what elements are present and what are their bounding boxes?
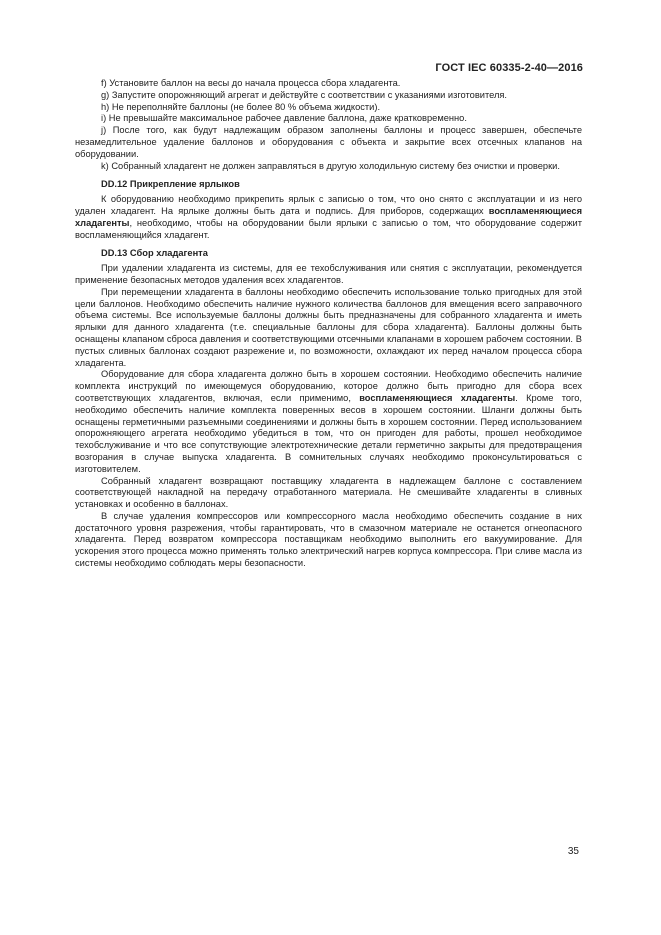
dd13-paragraph-5: В случае удаления компрессоров или компрессорного масла необходимо обеспечить создание в них достаточного уровня разрежения, чтобы гарантировать, что в смазочном материале не останется огнеопасного хладагента. Перед возвратом компрессора поставщикам необходимо выполнить его вакуумирование. Для ускорения этого процесса можно применять только электрический нагрев корпуса компрессора. При сливе масла из системы необходимо соблюдать меры безопасности.: [75, 510, 582, 569]
dd13-paragraph-3: [75, 369, 582, 475]
dd12-term-flammable-refrigerants: воспламеняющиеся хладагенты: [75, 205, 582, 228]
dd13-term-flammable-refrigerants: воспламеняющиеся хладагенты: [359, 392, 516, 403]
section-heading-dd13: DD.13 Сбор хладагента: [101, 248, 208, 259]
dd12-text-a: К оборудованию необходимо прикрепить ярлык с записью о том, что оно снято с эксплуатации и из него удален хладагент. На ярлыке должны быть дата и подпись. Для приборов, содержащих: [75, 194, 582, 216]
list-item-f: f) Установите баллон на весы до начала процесса сбора хладагента.: [101, 78, 401, 88]
dd13-paragraph-2: При перемещении хладагента в баллоны необходимо обеспечить использование только пригодных для этой цели баллонов. Необходимо обеспечить наличие нужного количества баллонов для вмещения всего заправочного объема системы. Все используемые баллоны должны быть предназначены для собранного хладагента и иметь ярлыки для данного хладагента (т.е. специальные баллоны для сбора хладагента). Баллоны должны быть оснащены клапаном сброса давления и соответствующими отсечными клапанами в хорошем рабочем состоянии. В пустых сливных баллонах создают разрежение и, по возможности, охлаждают их перед началом процесса сбора хладагента.: [75, 286, 582, 368]
list-item-i: i) Не превышайте максимальное рабочее давление баллона, даже кратковременно.: [101, 113, 467, 124]
list-item-k: k) Собранный хладагент не должен заправляться в другую холодильную систему без очистки и проверки.: [101, 160, 560, 171]
page-content: [75, 78, 582, 570]
section-heading-dd12: DD.12 Прикрепление ярлыков: [101, 179, 240, 190]
dd13-paragraph-1: При удалении хладагента из системы, для ее техобслуживания или снятия с эксплуатации, рекомендуется применение безопасных методов удаления всех хладагентов.: [75, 263, 582, 285]
list-item-g: g) Запустите опорожняющий агрегат и действуйте с соответствии с указаниями изготовителя.: [101, 89, 508, 100]
standard-header: ГОСТ IEC 60335-2-40—2016: [435, 62, 583, 74]
page-number: 35: [567, 846, 579, 857]
list-item-j: j) После того, как будут надлежащим образом заполнены баллоны и процесс завершен, обеспечьте незамедлительное удаление баллонов и оборудования с объекта и закрытие всех отсечных клапанов на оборудовании.: [75, 125, 582, 159]
dd13-p3-text-a: Оборудование для сбора хладагента должно быть в хорошем состоянии. Необходимо обеспечить наличие комплекта инструкций по имеющемуся оборудованию, которое должно быть пригодно для сбора всех соответствующих хладагентов, включая, если применимо,: [75, 369, 582, 403]
list-item-h: h) Не переполняйте баллоны (не более 80 % объема жидкости).: [101, 101, 381, 112]
dd13-paragraph-4: Собранный хладагент возвращают поставщику хладагента в надлежащем баллоне с составлением соответствующей накладной на передачу отработанного материала. Не смешивайте хладагенты в сливных установках и особенно в баллонах.: [75, 475, 582, 510]
dd12-text-b: , необходимо, чтобы на оборудовании были ярлыки с записью о том, что оборудование содержит воспламеняющийся хладагент.: [75, 217, 582, 240]
dd12-paragraph: [75, 194, 582, 241]
dd13-p3-text-b: . Кроме того, необходимо обеспечить наличие комплекта поверенных весов в хорошем состоянии. Шланги должны быть оснащены герметичными разъемными соединениями и должны быть в хорошем состоянии. Перед использованием опорожняющего агрегата необходимо убедиться в том, что он пригоден для работы, прошел необходимое техобслуживание и что все сопутствующие электротехнические детали герметично закрыты для предотвращения возгорания в случае выпуска хладагента. В сомнительных случаях необходимо проконсультироваться с изготовителем.: [75, 392, 582, 474]
